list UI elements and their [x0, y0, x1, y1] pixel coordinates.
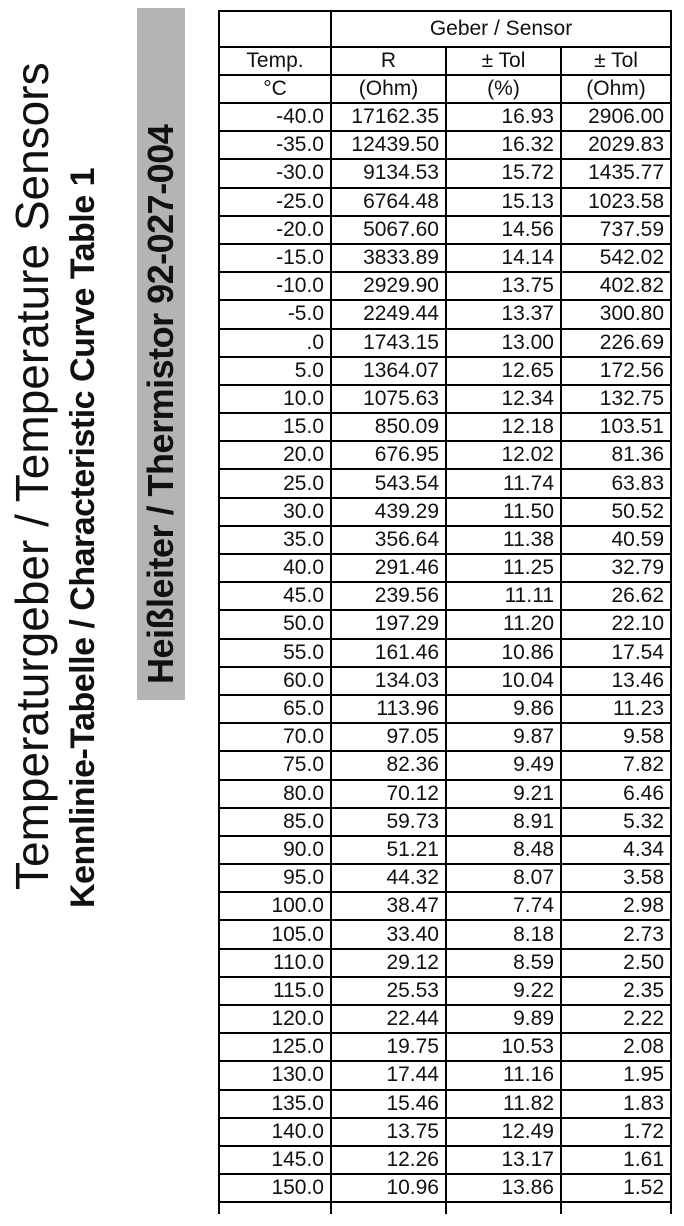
tol-percent-cell: 14.56: [446, 216, 561, 244]
tol-ohm-cell: 26.62: [561, 582, 671, 610]
tol-percent-cell: 9.22: [446, 977, 561, 1005]
table-row: [219, 103, 671, 131]
resistance-cell: 12439.50: [331, 131, 446, 159]
clipped-cell: [446, 1202, 561, 1214]
part-number-banner: Heißleiter / Thermistor 92-027-004: [137, 8, 185, 700]
col-unit-temp: °C: [219, 75, 331, 103]
tol-ohm-cell: 1023.58: [561, 188, 671, 216]
temp-cell: 5.0: [219, 357, 331, 385]
clipped-cell: [331, 1202, 446, 1214]
table-row: [219, 526, 671, 554]
tol-ohm-cell: 6.46: [561, 780, 671, 808]
col-unit-tol-ohm: (Ohm): [561, 75, 671, 103]
table-row: [219, 1005, 671, 1033]
page-title-vertical: Temperaturgeber / Temperature Sensors: [6, 62, 58, 890]
tol-ohm-cell: 1435.77: [561, 159, 671, 187]
tol-ohm-cell: 172.56: [561, 357, 671, 385]
tol-percent-cell: 8.59: [446, 949, 561, 977]
tol-ohm-cell: 2.08: [561, 1033, 671, 1061]
tol-percent-cell: 10.53: [446, 1033, 561, 1061]
tol-ohm-cell: 63.83: [561, 469, 671, 497]
temp-cell: 95.0: [219, 864, 331, 892]
temp-cell: 25.0: [219, 469, 331, 497]
table-row: [219, 244, 671, 272]
tol-percent-cell: 13.75: [446, 272, 561, 300]
temp-cell: .0: [219, 329, 331, 357]
resistance-cell: 5067.60: [331, 216, 446, 244]
table-row: [219, 1118, 671, 1146]
tol-percent-cell: 12.65: [446, 357, 561, 385]
tol-ohm-cell: 1.52: [561, 1174, 671, 1202]
table-row: [219, 1033, 671, 1061]
tol-percent-cell: 10.04: [446, 667, 561, 695]
table-row: [219, 1146, 671, 1174]
temp-cell: 70.0: [219, 723, 331, 751]
tol-percent-cell: 15.13: [446, 188, 561, 216]
tol-ohm-cell: 2.22: [561, 1005, 671, 1033]
table-row: [219, 159, 671, 187]
table-row: [219, 808, 671, 836]
resistance-cell: 2929.90: [331, 272, 446, 300]
table-row: [219, 1090, 671, 1118]
tol-ohm-cell: 9.58: [561, 723, 671, 751]
table-row: [219, 864, 671, 892]
resistance-cell: 97.05: [331, 723, 446, 751]
tol-ohm-cell: 542.02: [561, 244, 671, 272]
resistance-cell: 1743.15: [331, 329, 446, 357]
resistance-cell: 9134.53: [331, 159, 446, 187]
table-row: [219, 188, 671, 216]
temp-cell: 110.0: [219, 949, 331, 977]
temp-cell: -10.0: [219, 272, 331, 300]
table-row: [219, 977, 671, 1005]
temp-cell: 105.0: [219, 920, 331, 948]
tol-ohm-cell: 17.54: [561, 639, 671, 667]
tol-ohm-cell: 50.52: [561, 498, 671, 526]
resistance-cell: 6764.48: [331, 188, 446, 216]
temp-cell: 20.0: [219, 441, 331, 469]
temp-cell: 15.0: [219, 413, 331, 441]
resistance-cell: 113.96: [331, 695, 446, 723]
tol-ohm-cell: 2.73: [561, 920, 671, 948]
table-row: [219, 667, 671, 695]
tol-ohm-cell: 1.95: [561, 1061, 671, 1089]
resistance-cell: 17162.35: [331, 103, 446, 131]
temp-cell: 60.0: [219, 667, 331, 695]
temp-cell: -15.0: [219, 244, 331, 272]
table-row: [219, 329, 671, 357]
tol-ohm-cell: 2.98: [561, 892, 671, 920]
tol-percent-cell: 16.93: [446, 103, 561, 131]
table-row: [219, 639, 671, 667]
table-row: [219, 892, 671, 920]
table-row: [219, 300, 671, 328]
resistance-cell: 291.46: [331, 554, 446, 582]
resistance-cell: 19.75: [331, 1033, 446, 1061]
table-row: [219, 357, 671, 385]
tol-percent-cell: 12.34: [446, 385, 561, 413]
tol-percent-cell: 16.32: [446, 131, 561, 159]
temp-cell: -35.0: [219, 131, 331, 159]
clipped-row-stub: [219, 1202, 671, 1214]
resistance-cell: 22.44: [331, 1005, 446, 1033]
resistance-cell: 82.36: [331, 751, 446, 779]
temp-cell: 150.0: [219, 1174, 331, 1202]
temp-cell: 75.0: [219, 751, 331, 779]
temp-cell: 90.0: [219, 836, 331, 864]
temp-cell: 80.0: [219, 780, 331, 808]
resistance-cell: 543.54: [331, 469, 446, 497]
tol-percent-cell: 12.49: [446, 1118, 561, 1146]
tol-ohm-cell: 13.46: [561, 667, 671, 695]
tol-ohm-cell: 103.51: [561, 413, 671, 441]
tol-ohm-cell: 1.61: [561, 1146, 671, 1174]
resistance-cell: 676.95: [331, 441, 446, 469]
tol-percent-cell: 13.37: [446, 300, 561, 328]
table-row: [219, 949, 671, 977]
resistance-cell: 70.12: [331, 780, 446, 808]
clipped-cell: [219, 1202, 331, 1214]
resistance-cell: 161.46: [331, 639, 446, 667]
tol-ohm-cell: 22.10: [561, 610, 671, 638]
resistance-cell: 15.46: [331, 1090, 446, 1118]
col-unit-tol-percent: (%): [446, 75, 561, 103]
temp-cell: 35.0: [219, 526, 331, 554]
table-row: [219, 723, 671, 751]
tol-ohm-cell: 5.32: [561, 808, 671, 836]
tol-percent-cell: 8.91: [446, 808, 561, 836]
resistance-cell: 12.26: [331, 1146, 446, 1174]
tol-percent-cell: 8.18: [446, 920, 561, 948]
tol-percent-cell: 11.82: [446, 1090, 561, 1118]
tol-percent-cell: 9.89: [446, 1005, 561, 1033]
table-row: [219, 1174, 671, 1202]
table-row: [219, 441, 671, 469]
tol-percent-cell: 10.86: [446, 639, 561, 667]
resistance-cell: 356.64: [331, 526, 446, 554]
tol-percent-cell: 13.00: [446, 329, 561, 357]
resistance-cell: 25.53: [331, 977, 446, 1005]
temp-cell: -25.0: [219, 188, 331, 216]
tol-percent-cell: 15.72: [446, 159, 561, 187]
temp-cell: 100.0: [219, 892, 331, 920]
header-corner-cell: [219, 11, 331, 47]
tol-ohm-cell: 2029.83: [561, 131, 671, 159]
temp-cell: 55.0: [219, 639, 331, 667]
table-header: [219, 11, 671, 103]
tol-percent-cell: 14.14: [446, 244, 561, 272]
tol-ohm-cell: 32.79: [561, 554, 671, 582]
tol-ohm-cell: 402.82: [561, 272, 671, 300]
tol-percent-cell: 11.20: [446, 610, 561, 638]
resistance-cell: 239.56: [331, 582, 446, 610]
tol-ohm-cell: 132.75: [561, 385, 671, 413]
tol-percent-cell: 13.86: [446, 1174, 561, 1202]
tol-ohm-cell: 2.35: [561, 977, 671, 1005]
tol-ohm-cell: 11.23: [561, 695, 671, 723]
tol-percent-cell: 8.48: [446, 836, 561, 864]
tol-ohm-cell: 81.36: [561, 441, 671, 469]
temp-cell: 130.0: [219, 1061, 331, 1089]
table-row: [219, 554, 671, 582]
tol-ohm-cell: 2.50: [561, 949, 671, 977]
temp-cell: 65.0: [219, 695, 331, 723]
col-header-temp: Temp.: [219, 47, 331, 75]
table-row: [219, 610, 671, 638]
tol-percent-cell: 7.74: [446, 892, 561, 920]
temp-cell: 45.0: [219, 582, 331, 610]
resistance-cell: 1075.63: [331, 385, 446, 413]
tol-percent-cell: 11.25: [446, 554, 561, 582]
resistance-cell: 44.32: [331, 864, 446, 892]
tol-ohm-cell: 737.59: [561, 216, 671, 244]
table-row: [219, 780, 671, 808]
resistance-cell: 3833.89: [331, 244, 446, 272]
tol-ohm-cell: 1.83: [561, 1090, 671, 1118]
temp-cell: 30.0: [219, 498, 331, 526]
resistance-cell: 33.40: [331, 920, 446, 948]
table-row: [219, 131, 671, 159]
resistance-cell: 439.29: [331, 498, 446, 526]
sensor-characteristic-table: [218, 10, 672, 1214]
tol-ohm-cell: 2906.00: [561, 103, 671, 131]
temp-cell: 40.0: [219, 554, 331, 582]
temp-cell: -40.0: [219, 103, 331, 131]
temp-cell: 50.0: [219, 610, 331, 638]
group-header-cell: Geber / Sensor: [331, 11, 671, 47]
clipped-cell: [561, 1202, 671, 1214]
resistance-cell: 13.75: [331, 1118, 446, 1146]
tol-ohm-cell: 300.80: [561, 300, 671, 328]
tol-ohm-cell: 226.69: [561, 329, 671, 357]
table-body: [219, 103, 671, 1214]
tol-ohm-cell: 1.72: [561, 1118, 671, 1146]
resistance-cell: 134.03: [331, 667, 446, 695]
tol-percent-cell: 12.18: [446, 413, 561, 441]
col-header-resistance: R: [331, 47, 446, 75]
page-subtitle-vertical: Kennlinie-Tabelle / Characteristic Curve Table 1: [64, 168, 102, 908]
table-row: [219, 836, 671, 864]
temp-cell: 120.0: [219, 1005, 331, 1033]
tol-percent-cell: 8.07: [446, 864, 561, 892]
temp-cell: 10.0: [219, 385, 331, 413]
tol-ohm-cell: 4.34: [561, 836, 671, 864]
resistance-cell: 197.29: [331, 610, 446, 638]
tol-percent-cell: 11.11: [446, 582, 561, 610]
table-row: [219, 216, 671, 244]
temp-cell: 145.0: [219, 1146, 331, 1174]
resistance-cell: 38.47: [331, 892, 446, 920]
table-row: [219, 1061, 671, 1089]
tol-percent-cell: 13.17: [446, 1146, 561, 1174]
table-row: [219, 582, 671, 610]
table-row: [219, 272, 671, 300]
temp-cell: 125.0: [219, 1033, 331, 1061]
column-label-row: [219, 47, 671, 75]
col-header-tol-ohm: ± Tol: [561, 47, 671, 75]
tol-ohm-cell: 3.58: [561, 864, 671, 892]
tol-percent-cell: 9.49: [446, 751, 561, 779]
tol-percent-cell: 12.02: [446, 441, 561, 469]
temp-cell: -30.0: [219, 159, 331, 187]
temp-cell: 135.0: [219, 1090, 331, 1118]
table-row: [219, 695, 671, 723]
temp-cell: 140.0: [219, 1118, 331, 1146]
resistance-cell: 850.09: [331, 413, 446, 441]
resistance-cell: 10.96: [331, 1174, 446, 1202]
table-row: [219, 413, 671, 441]
temp-cell: 115.0: [219, 977, 331, 1005]
resistance-cell: 29.12: [331, 949, 446, 977]
table-row: [219, 385, 671, 413]
tol-percent-cell: 9.87: [446, 723, 561, 751]
temp-cell: 85.0: [219, 808, 331, 836]
temp-cell: -5.0: [219, 300, 331, 328]
column-unit-row: [219, 75, 671, 103]
resistance-cell: 17.44: [331, 1061, 446, 1089]
resistance-cell: 59.73: [331, 808, 446, 836]
group-header-row: [219, 11, 671, 47]
resistance-cell: 51.21: [331, 836, 446, 864]
temp-cell: -20.0: [219, 216, 331, 244]
tol-percent-cell: 9.21: [446, 780, 561, 808]
tol-percent-cell: 11.38: [446, 526, 561, 554]
col-unit-resistance: (Ohm): [331, 75, 446, 103]
col-header-tol-percent: ± Tol: [446, 47, 561, 75]
tol-ohm-cell: 7.82: [561, 751, 671, 779]
table-row: [219, 498, 671, 526]
tol-percent-cell: 11.74: [446, 469, 561, 497]
tol-ohm-cell: 40.59: [561, 526, 671, 554]
table-row: [219, 751, 671, 779]
tol-percent-cell: 9.86: [446, 695, 561, 723]
resistance-cell: 1364.07: [331, 357, 446, 385]
tol-percent-cell: 11.50: [446, 498, 561, 526]
table-row: [219, 469, 671, 497]
resistance-cell: 2249.44: [331, 300, 446, 328]
tol-percent-cell: 11.16: [446, 1061, 561, 1089]
table-row: [219, 920, 671, 948]
